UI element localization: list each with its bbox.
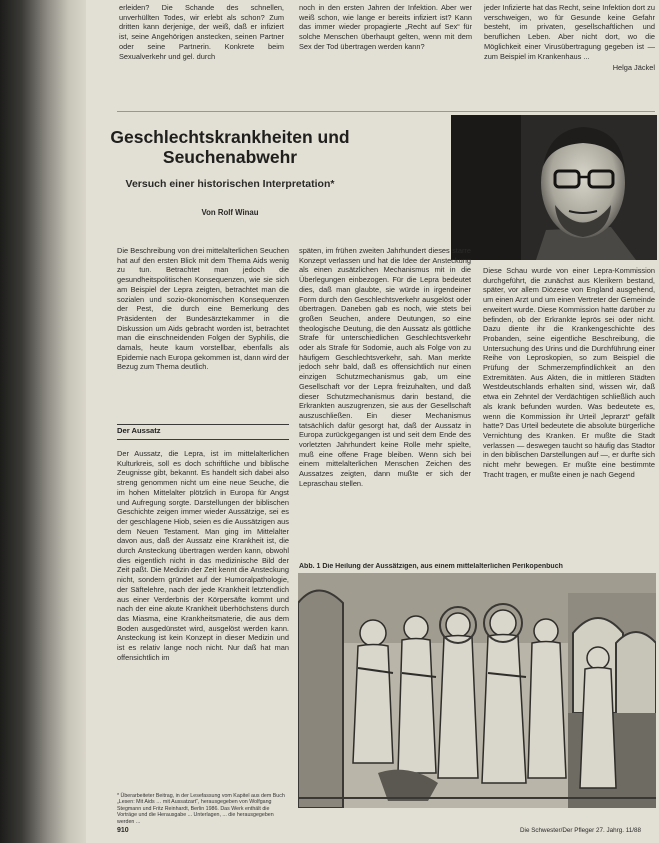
article-title: Geschlechtskrankheiten und Seuchenabwehr [110, 127, 350, 167]
article-author: Von Rolf Winau [201, 208, 259, 217]
top-middle-column [299, 3, 472, 98]
article-subtitle: Versuch einer historischen Interpretation* [125, 178, 335, 190]
book-binding-shadow [0, 0, 86, 843]
body-column-2 [299, 246, 471, 556]
top-divider [117, 111, 655, 112]
body-column-3 [483, 266, 655, 556]
footnote: * Überarbeiteter Beitrag, in der Lesefassung vom Kapitel aus dem Buch „Lesen: Mit Aids … mit Aussatzart“, herausgegeben von Wolfgang Stegmann und Fritz Reinhardt, Berlin 1986. Das Werk enthält die Vorträge und die Herausgabe ... Unterlagen, ... die herausgegeben werden ... [117, 793, 285, 825]
top-left-column [119, 3, 284, 98]
medieval-illumination-figure [298, 573, 656, 808]
section-paragraph: Der Aussatz, die Lepra, ist im mittelalterlichen Kulturkreis, soll es doch schriftliche und biblische Zeugnisse gibt, bekannt. Es handelt sich dabei also streng genommen nicht um eine neue Seuche, die im hohen Mittelalter plötzlich in Europa für Angst und Aufregung sorgte. Darstellungen der biblischen Geschichte zeigen immer wieder Aussätzige, sei es der geschlagene Hiob, seien es die Aussätzigen aus dem Neuen Testament. Man ging im Mittelalter davon aus, daß der Aussatz eine Krankheit ist, die durch Ansteckung übertragen werden kann, obwohl dies eigentlich nicht in das medizinische Bild der Zeit paßt. Die Medizin der Zeit kennt die Ansteckung nicht, sondern gründet auf der Humoralpathologie, der Säftelehre, nach der jede Krankheit letztendlich aus einer Verderbnis der Körpersäfte kommt und nach der eine akute Krankheit überhöchstens durch das Miasma, eine Krankheitsmaterie, die aus dem Boden ausgedünstet wird, ausgelöst werden kann. Ansteckung ist kein Konzept in dieser Medizin und ist es relativ lange noch nicht. Nur daß hat man offensichtlich im [117, 449, 289, 662]
column-3-paragraph: Diese Schau wurde von einer Lepra-Kommission durchgeführt, die zunächst aus Klerikern bestand, später, vor allem Diözese von England ausgehend, um einen Arzt und um einen Vertreter der Gemeinde erweitert wurde. Diese Kommission hatte darüber zu befinden, ob der Erkrankte leprös sei oder nicht. Dazu diente ihr die Krankengeschichte des Probanden, seine eigentliche Beschreibung, die Untersuchung des Urins und die Durchführung einer Reihe von Leproskopien, so zum Beispiel die Prüfung der Schmerzempfindlichkeit an den Extremitäten. Aus Akten, die in mittleren Städten Westdeutschlands erhalten sind, wissen wir, daß etwa ein Zehntel der Verdächtigen schließlich auch als krank befunden wurden. Was bedeutete es, wenn die Kommission ihr Urteil „leprarzt“ gefällt hatte? Das Urteil bedeutete die absolute bürgerliche Vernichtung des Kranken. Er mußte die Stadt verlassen — deswegen taucht so häufig das Stadtor in den biblischen Darstellungen auf —, er durfte sich nicht mehr bewegen. Er mußte eine bestimmte Tracht tragen, er mußte einen je nach Gegend [483, 266, 655, 479]
body-column-1-section [117, 449, 289, 787]
intro-paragraph: Die Beschreibung von drei mittelalterlichen Seuchen hat auf den ersten Blick mit dem Thema Aids wenig zu tun. Betrachtet man jedoch die gesundheitspolitischen Konsequenzen, wie sie sich am Beispiel der Lepra zeigten, betrachtet man die sozialen und sozio-ökonomischen Konsequenzen der Pest, die durch eine Bemerkung des Präsidenten der Bundesärztekammer in die Diskussion um Aids gebracht worden ist, betrachtet man die einschneidenden Folgen der Syphilis, die damals, heute kaum vorstellbar, ebenfalls als Epidemie nach Europa gekommen ist, dann wird der Bezug zum Thema deutlich. [117, 246, 289, 372]
page-number: 910 [117, 827, 129, 834]
healing-lepers-illustration [298, 573, 656, 808]
section-rule-bottom [117, 439, 289, 440]
portrait-illustration [451, 115, 657, 260]
journal-footer: Die Schwester/Der Pfleger 27. Jahrg. 11/88 [520, 827, 641, 834]
section-heading: Der Aussatz [117, 426, 161, 435]
top-right-text: jeder Infizierte hat das Recht, seine Infektion dort zu verschweigen, wo für Gesunde keine Gefahr besteht, im privaten, gesellschaftlichen und beruflichen Leben. Aber nicht dort, wo die Möglichkeit einer Virusübertragung gegeben ist — zum Beispiel im Krankenhaus ... [484, 3, 655, 61]
column-2-paragraph: späten, im frühen zweiten Jahrhundert dieses starre Konzept verlassen und hat die Idee der Ansteckung als einen zusätzlichen Mechanismus mit in die Überlegungen einbezogen. Für die Lepra bedeutet dies, daß man glaubte, sie würde in irgendeiner Form durch den Geschlechtsverkehr ausgelöst oder übertragen. Daneben gab es noch, wie stets bei großen Seuchen, andere Deutungen, so eine theologische Deutung, die den Aussatz als göttliche Strafe für unterschiedlichen Geschlechtsverkehr oder als Strafe für Sodomie, auch als Folge von zu häufigem Geschlechtsverkehr, sah. Man merkte jedoch sehr bald, daß es offensichtlich nur einen einzigen Schutzmechanismus gab, um eine Gesellschaft vor der Lepra freizuhalten, und daß dieser Schutzmechanismus darin bestand, die Erkrankten auszugrenzen, sie aus der Gesellschaft auszuschließen. Ein dieser Mechanismus tatsächlich dafür gesorgt hat, daß der Aussatz in Europa zurückgegangen ist und seit dem Ende des vorletzten Jahrhundert keine Rolle mehr spielte, muß eine offene Frage bleiben. Wenn sich bei einem mittelalterlichen Menschen Zeichen des Aussatzes zeigten, dann mußte er sich der Lepraschau stellen. [299, 246, 471, 488]
top-right-signature: Helga Jäckel [612, 63, 655, 73]
top-right-column [484, 3, 655, 98]
top-middle-text: noch in den ersten Jahren der Infektion. Aber wer weiß schon, wie lange er bereits infiziert ist? Kann das immer wieder propagierte „Recht auf Sex“ für solche Menschen überhaupt gelten, wenn mit dem Sex der Tod übertragen werden kann? [299, 3, 472, 51]
author-portrait [451, 115, 657, 260]
figure-caption: Abb. 1 Die Heilung der Aussätzigen, aus einem mittelalterlichen Perikopenbuch [299, 563, 563, 570]
section-rule-top [117, 424, 289, 425]
body-column-1-intro [117, 246, 289, 408]
top-left-text: erleiden? Die Schande des schnellen, unverhüllten Todes, wir erlebt als schon? Zum dritten kann derjenige, der weiß, daß er infiziert ist, seine Angehörigen anstecken, seinen Partner oder seine Partnerin. Konkrete beim Sexualverkehr und gel. durch [119, 3, 284, 61]
